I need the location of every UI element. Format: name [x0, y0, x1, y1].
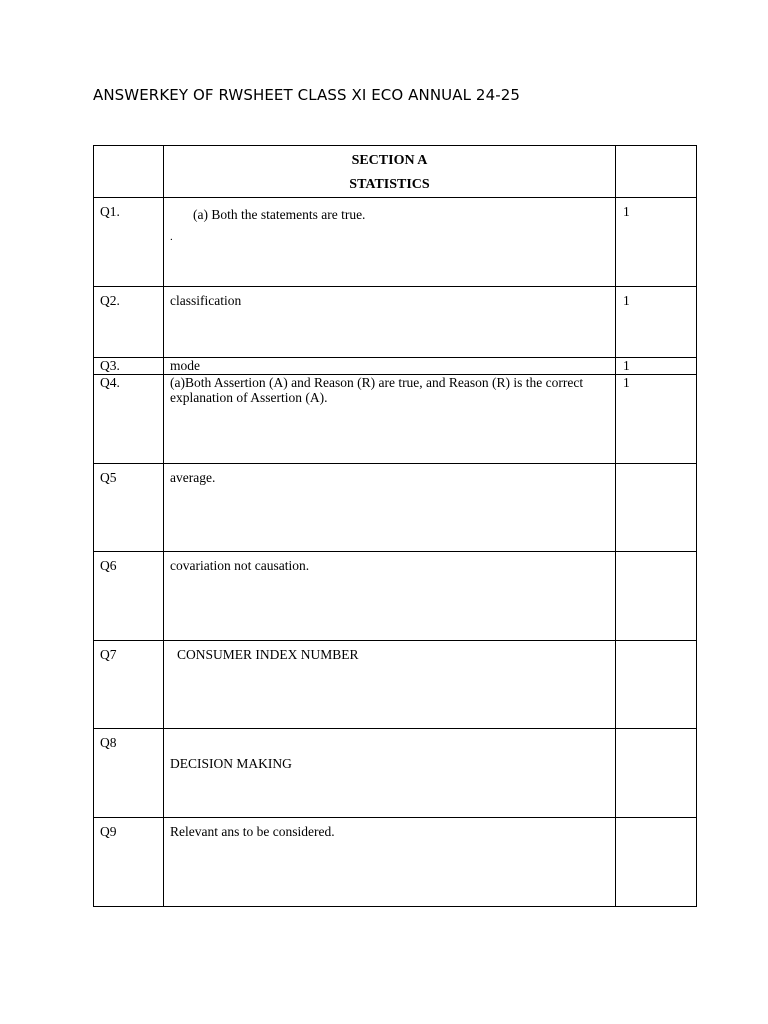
question-number: Q4.: [94, 375, 164, 464]
table-row: [94, 375, 697, 464]
answer-cell: [164, 729, 616, 818]
marks-cell: 1: [616, 198, 697, 287]
marks-cell: [616, 641, 697, 729]
answer-text: (a) Both the statements are true.: [193, 207, 366, 222]
marks-cell: [616, 818, 697, 907]
question-number: Q6: [94, 552, 164, 641]
answer-cell: average.: [164, 464, 616, 552]
marks-cell: 1: [616, 358, 697, 375]
answer-cell: mode: [164, 358, 616, 375]
section-heading-cell: [164, 146, 616, 198]
answer-cell: [164, 641, 616, 729]
table-row: [94, 818, 697, 907]
answer-key-table: [93, 145, 697, 907]
document-title: ANSWERKEY OF RWSHEET CLASS XI ECO ANNUAL 24-25: [93, 86, 521, 104]
answer-cell: (a)Both Assertion (A) and Reason (R) are true, and Reason (R) is the correct explanation of Assertion (A).: [164, 375, 616, 464]
table-header-row: [94, 146, 697, 198]
answer-cell: covariation not causation.: [164, 552, 616, 641]
header-question-cell: [94, 146, 164, 198]
table-row: [94, 287, 697, 358]
question-number: Q2.: [94, 287, 164, 358]
table-row: [94, 464, 697, 552]
table-row: [94, 552, 697, 641]
marks-cell: 1: [616, 375, 697, 464]
table-row: [94, 358, 697, 375]
table-row: [94, 198, 697, 287]
answer-cell: classification: [164, 287, 616, 358]
question-number: Q7: [94, 641, 164, 729]
section-label: SECTION A: [351, 153, 428, 168]
answer-extra-mark: .: [170, 231, 173, 243]
answer-cell: [164, 198, 616, 287]
question-number: Q8: [94, 729, 164, 818]
marks-cell: [616, 729, 697, 818]
question-number: Q9: [94, 818, 164, 907]
marks-cell: [616, 464, 697, 552]
answer-cell: Relevant ans to be considered.: [164, 818, 616, 907]
question-number: Q3.: [94, 358, 164, 375]
marks-cell: [616, 552, 697, 641]
marks-cell: 1: [616, 287, 697, 358]
question-number: Q5: [94, 464, 164, 552]
table-row: [94, 641, 697, 729]
table-row: [94, 729, 697, 818]
answer-text: DECISION MAKING: [170, 756, 292, 771]
question-number: Q1.: [94, 198, 164, 287]
section-subject: STATISTICS: [349, 177, 430, 192]
answer-text: CONSUMER INDEX NUMBER: [177, 647, 359, 662]
header-marks-cell: [616, 146, 697, 198]
